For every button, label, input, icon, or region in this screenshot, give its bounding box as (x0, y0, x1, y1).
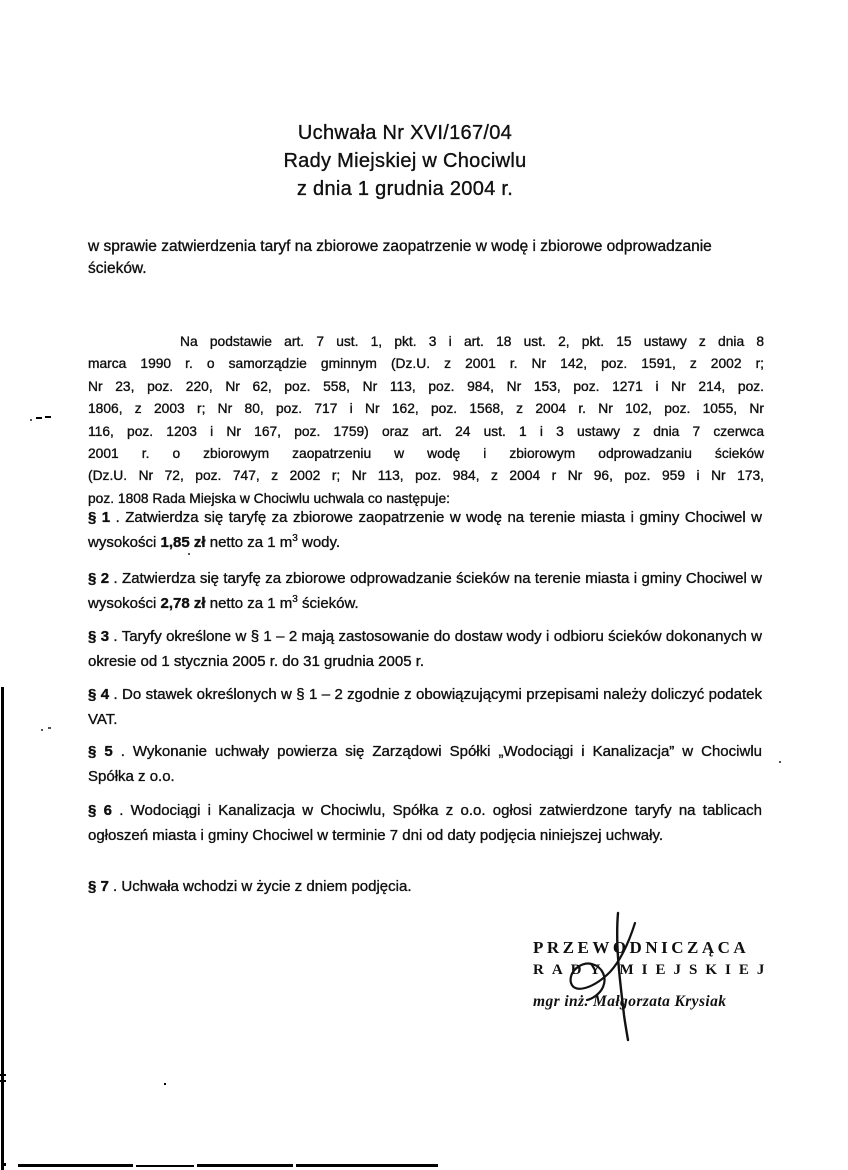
scan-artifact-left-bar (1, 687, 4, 1170)
legal-basis-line: 2001 r. o zbiorowym zaopatrzeniu w wodę i zbiorowym odprowadzaniu ścieków (88, 446, 764, 462)
section-2-text: . Zatwierdza się taryfę za zbiorowe odprowadzanie ścieków na terenie miasta i gminy Chociwel w wysokości (88, 570, 763, 612)
section-2-paragraph (88, 566, 762, 616)
scan-artifact-dot (164, 1083, 166, 1085)
section-7-paragraph (88, 874, 762, 899)
section-7-number: § 7 (88, 878, 109, 895)
title-line-number: Uchwała Nr XVI/167/04 (297, 122, 513, 144)
sewage-tariff-value: 2,78 zł (160, 595, 206, 612)
section-1-paragraph (88, 505, 762, 555)
document-title (185, 119, 625, 203)
signer-role-line-1: PRZEWODNICZĄCA (533, 938, 750, 957)
scan-artifact-bottom-line (197, 1164, 293, 1167)
legal-basis-line: 116, poz. 1203 i Nr 167, poz. 1759) oraz art. 24 ust. 1 i 3 ustawy z dnia 7 czerwca (88, 423, 764, 439)
cubic-meter-superscript: 3 (292, 594, 298, 605)
section-5-paragraph (88, 739, 762, 789)
section-2-unit-text: netto za 1 m (205, 595, 293, 612)
section-5-text: . Wykonanie uchwały powierza się Zarządowi Spółki „Wodociągi i Kanalizacja” w Chociwlu Spółka z o.o. (88, 743, 762, 785)
signer-name: mgr inż. Małgorzata Krysiak (533, 993, 727, 1010)
section-6-number: § 6 (88, 802, 112, 819)
section-3-number: § 3 (88, 628, 110, 645)
scan-artifact-dash (36, 417, 42, 419)
scan-artifact-dot (2, 1163, 6, 1166)
section-5-number: § 5 (88, 743, 113, 760)
section-4-number: § 4 (88, 686, 110, 703)
section-1-text: . Zatwierdza się taryfę za zbiorowe zaopatrzenie w wodę na terenie miasta i gminy Chociwel w wysokości (88, 509, 762, 551)
section-3-paragraph (88, 624, 762, 674)
scan-artifact-dot (779, 761, 781, 763)
legal-basis-line: Nr 23, poz. 220, Nr 62, poz. 558, Nr 113, poz. 984, Nr 153, poz. 1271 i Nr 214, poz. (88, 378, 764, 394)
section-6-paragraph (88, 798, 762, 848)
handwritten-signature (540, 903, 670, 1053)
cubic-meter-superscript: 3 (292, 533, 298, 544)
section-7-text: . Uchwała wchodzi w życie z dniem podjęcia. (108, 878, 412, 895)
legal-basis-line: 1806, z 2003 r; Nr 80, poz. 717 i Nr 162, poz. 1568, z 2004 r. Nr 102, poz. 1055, Nr (88, 401, 764, 417)
legal-basis-line: marca 1990 r. o samorządzie gminnym (Dz.U. z 2001 r. Nr 142, poz. 1591, z 2002 r; (88, 356, 764, 372)
title-line-council: Rady Miejskiej w Chociwlu (283, 150, 527, 172)
section-1-unit-text: netto za 1 m (205, 534, 293, 551)
scan-artifact-dash (45, 416, 51, 418)
legal-basis-line: poz. 1808 Rada Miejska w Chociwlu uchwala co następuje: (88, 490, 450, 506)
scan-artifact-left-bar-tick (0, 1080, 6, 1082)
scan-artifact-left-bar-tick (0, 1074, 6, 1076)
section-4-text: . Do stawek określonych w § 1 – 2 zgodnie z obowiązującymi przepisami należy doliczyć podatek VAT. (88, 686, 763, 728)
section-1-number: § 1 (88, 509, 111, 526)
scan-artifact-bottom-line (296, 1164, 438, 1167)
subject-paragraph: w sprawie zatwierdzenia taryf na zbiorowe zaopatrzenie w wodę i zbiorowe odprowadzanie ścieków. (88, 238, 712, 277)
title-line-date: z dnia 1 grudnia 2004 r. (296, 178, 514, 200)
legal-basis-line: Na podstawie art. 7 ust. 1, pkt. 3 i art. 18 ust. 2, pkt. 15 ustawy z dnia 8 (180, 334, 764, 349)
legal-basis-paragraph (88, 331, 764, 510)
legal-basis-line: (Dz.U. Nr 72, poz. 747, z 2002 r; Nr 113, poz. 984, z 2004 r Nr 96, poz. 959 i Nr 173, (88, 468, 764, 484)
signer-role-line-2: RADY MIEJSKIEJ (533, 962, 773, 978)
scan-artifact-bottom-line (18, 1164, 133, 1167)
section-1-tail: wody. (297, 534, 341, 551)
scan-artifact-dot (48, 727, 51, 729)
section-3-text: . Taryfy określone w § 1 – 2 mają zastosowanie do dostaw wody i odbioru ścieków dokonanych w okresie od 1 stycznia 2005 r. do 31 grudnia 2005 r. (88, 628, 762, 670)
water-tariff-value: 1,85 zł (160, 534, 206, 551)
scan-artifact-dot (188, 553, 190, 555)
scan-artifact-dot (41, 729, 43, 731)
scan-artifact-dot (30, 419, 32, 421)
section-4-paragraph (88, 682, 762, 732)
section-2-tail: ścieków. (297, 595, 359, 612)
section-6-text: . Wodociągi i Kanalizacja w Chociwlu, Spółka z o.o. ogłosi zatwierdzone taryfy na tablicach ogłoszeń miasta i gminy Chociwel w terminie 7 dni od daty podjęcia niniejszej uchwały. (88, 802, 762, 844)
scan-artifact-bottom-line (136, 1165, 194, 1167)
section-2-number: § 2 (88, 570, 110, 587)
